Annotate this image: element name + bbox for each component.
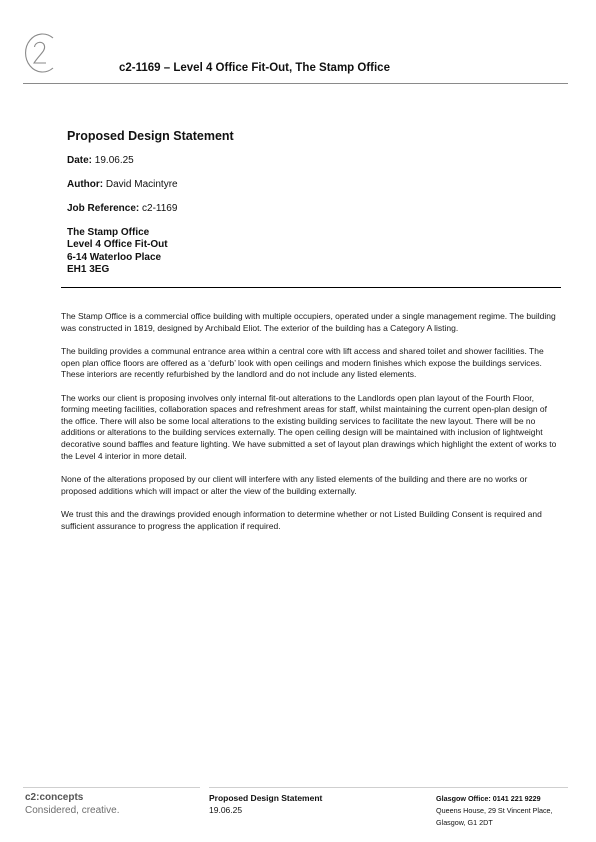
- address-line: 6-14 Waterloo Place: [67, 251, 162, 263]
- body-paragraph: The Stamp Office is a commercial office building with multiple occupiers, operated under a single management regime. The building was constructed in 1819, designed by Archibald Eliot. The exterior of the building has a Category A listing.: [61, 311, 556, 333]
- statement-body: [61, 311, 561, 544]
- author-label: Author:: [67, 179, 104, 190]
- footer-document-info: [209, 792, 322, 816]
- date-value: 19.06.25: [94, 155, 134, 166]
- header-divider: [23, 83, 568, 84]
- footer-office-info: [436, 793, 553, 828]
- footer-divider: [209, 787, 568, 788]
- footer-brand: [25, 792, 120, 817]
- job-reference-line: [67, 203, 177, 214]
- job-reference-value: c2-1169: [142, 203, 178, 214]
- site-address: [67, 227, 168, 276]
- body-paragraph: The works our client is proposing involves only internal fit-out alterations to the Landlords open plan layout of the Fourth Floor, forming meeting facilities, collaboration spaces and refreshment areas for staff, whilst maintaining the current open-plan design of the office. There will also be some local alterations to the existing building services to facilitate the new layout. There will be no additions or alterations to the building services externally. The open ceiling design will be maintained with inclusion of lightweight decorative sound baffles and feature lighting. We have submitted a set of layout plan drawings which highlight the extent of works to the Level 4 interior in more detail.: [61, 392, 557, 461]
- document-title: Proposed Design Statement: [67, 129, 234, 143]
- address-line: EH1 3EG: [67, 263, 110, 275]
- c2-logo-icon: [24, 30, 58, 76]
- job-reference-label: Job Reference:: [67, 203, 140, 214]
- office-title: Glasgow Office: 0141 221 9229: [436, 794, 541, 803]
- address-line: Level 4 Office Fit-Out: [67, 239, 168, 251]
- address-line: The Stamp Office: [67, 227, 150, 238]
- footer-divider: [23, 787, 200, 788]
- date-label: Date:: [67, 155, 93, 166]
- body-paragraph: We trust this and the drawings provided enough information to determine whether or not Listed Building Consent is required and sufficient assurance to progress the application if required.: [61, 508, 542, 531]
- author-value: David Macintyre: [105, 179, 178, 190]
- office-address-line: Glasgow, G1 2DT: [436, 817, 493, 827]
- brand-tagline: Considered, creative.: [25, 804, 120, 816]
- brand-name: c2:concepts: [25, 792, 84, 803]
- section-divider: [61, 287, 561, 288]
- body-paragraph: None of the alterations proposed by our client will interfere with any listed elements of the building and there are no works or proposed additions which will impact or alter the view of the building externally.: [61, 473, 528, 496]
- footer-doc-title: Proposed Design Statement: [209, 793, 323, 803]
- author-line: [67, 179, 178, 190]
- body-paragraph: The building provides a communal entrance area within a central core with lift access and shared toilet and shower facilities. The open plan office floors are offered as a ‘defurb’ look with open ceilings and modern finishes which expose the buildings services. These interiors are recently refurbished by the landlord and do not include any listed elements.: [61, 345, 544, 380]
- office-address-line: Queens House, 29 St Vincent Place,: [436, 805, 553, 815]
- header-title: c2-1169 – Level 4 Office Fit-Out, The Stamp Office: [119, 62, 390, 74]
- footer-doc-date: 19.06.25: [209, 805, 243, 815]
- date-line: [67, 155, 134, 166]
